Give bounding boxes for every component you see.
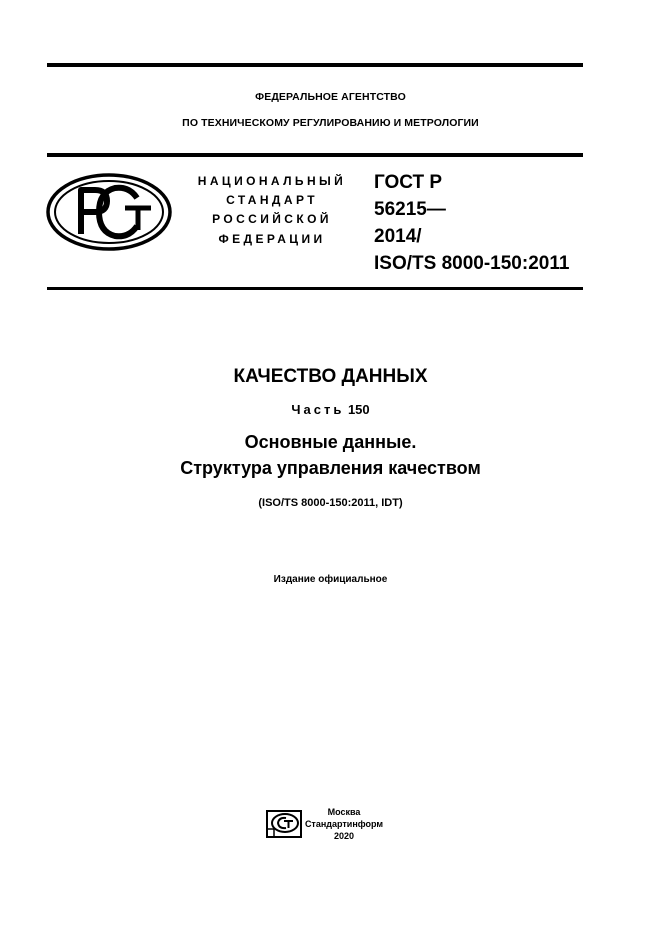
header-divider	[47, 153, 583, 157]
rst-certification-logo-icon	[45, 172, 173, 252]
international-equivalence: (ISO/TS 8000-150:2011, IDT)	[258, 497, 403, 509]
part-number: 150	[347, 402, 370, 417]
publisher-name: Стандартинформ	[304, 819, 384, 829]
publisher-city: Москва	[327, 807, 361, 817]
subtitle-line-1: Основные данные.	[244, 432, 417, 452]
part-label: Часть	[291, 402, 345, 417]
standartinform-logo-icon	[266, 810, 302, 838]
subtitle-line-2: Структура управления качеством	[180, 458, 481, 478]
publisher-year: 2020	[333, 831, 355, 841]
gost-code-line-3: 2014/	[374, 226, 422, 247]
part-line	[0, 402, 661, 417]
agency-line-2: ПО ТЕХНИЧЕСКОМУ РЕГУЛИРОВАНИЮ И МЕТРОЛОГИИ	[182, 117, 479, 129]
gost-code-line-2: 56215—	[374, 199, 446, 220]
agency-line-1: ФЕДЕРАЛЬНОЕ АГЕНТСТВО	[255, 91, 406, 103]
standard-label-line-4: ФЕДЕРАЦИИ	[218, 232, 326, 246]
standard-block-divider	[47, 287, 583, 290]
standard-label-line-1: НАЦИОНАЛЬНЫЙ	[197, 174, 347, 188]
standard-label-line-3: РОССИЙСКОЙ	[212, 212, 332, 226]
edition-note: Издание официальное	[273, 574, 388, 585]
top-rule	[47, 63, 583, 67]
gost-code-line-4: ISO/TS 8000-150:2011	[374, 253, 570, 274]
standard-label-line-2: СТАНДАРТ	[226, 193, 318, 207]
document-title: КАЧЕСТВО ДАННЫХ	[233, 366, 428, 387]
gost-code-line-1: ГОСТ Р	[374, 172, 443, 193]
